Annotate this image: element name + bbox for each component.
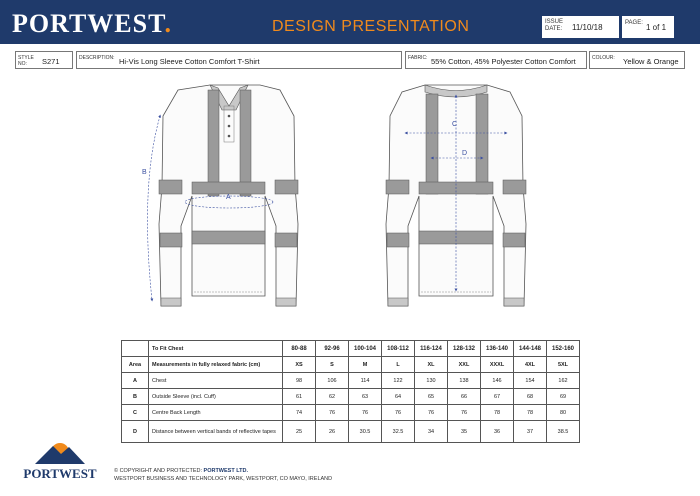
size-table xyxy=(121,340,580,443)
fit-chest-cell: 136-140 xyxy=(481,341,514,357)
value-cell: 76 xyxy=(316,405,349,421)
garment-drawing xyxy=(130,76,560,312)
value-cell: 80 xyxy=(547,405,580,421)
back-cuff-left xyxy=(388,298,408,306)
issue-date-label: ISSUE DATE: xyxy=(545,19,564,32)
value-cell: 98 xyxy=(283,373,316,389)
front-cuff-left xyxy=(161,298,181,306)
front-sleeve-tape-upper-left xyxy=(159,180,182,194)
footer-copyright xyxy=(114,467,332,483)
value-cell: 37 xyxy=(514,421,547,443)
size-header-cell: XXXL xyxy=(481,357,514,373)
value-cell: 26 xyxy=(316,421,349,443)
value-cell: 74 xyxy=(283,405,316,421)
fit-chest-cell: 80-88 xyxy=(283,341,316,357)
value-cell: 25 xyxy=(283,421,316,443)
value-cell: 32.5 xyxy=(382,421,415,443)
value-cell: 61 xyxy=(283,389,316,405)
back-sleeve-tape-lower-right xyxy=(503,233,525,247)
size-header-cell: 5XL xyxy=(547,357,580,373)
back-sleeve-tape-upper-left xyxy=(386,180,409,194)
front-view xyxy=(142,85,298,306)
table-row xyxy=(122,421,580,443)
fabric-value: 55% Cotton, 45% Polyester Cotton Comfort xyxy=(431,57,576,66)
front-vertical-tape-left xyxy=(208,90,219,196)
size-header-cell: XS xyxy=(283,357,316,373)
value-cell: 122 xyxy=(382,373,415,389)
fit-chest-cell: 116-124 xyxy=(415,341,448,357)
table-row xyxy=(122,405,580,421)
area-cell: D xyxy=(122,421,149,443)
value-cell: 66 xyxy=(448,389,481,405)
value-cell: 76 xyxy=(415,405,448,421)
value-cell: 76 xyxy=(448,405,481,421)
description-field xyxy=(76,51,402,69)
style-no-label: STYLE NO: xyxy=(18,55,34,67)
measurement-name: Distance between vertical bands of reflective tapes xyxy=(149,421,283,443)
value-cell: 38.5 xyxy=(547,421,580,443)
front-sleeve-tape-lower-left xyxy=(160,233,182,247)
measurement-header: Measurements in fully relaxed fabric (cm) xyxy=(149,357,283,373)
value-cell: 154 xyxy=(514,373,547,389)
value-cell: 68 xyxy=(514,389,547,405)
document-title: DESIGN PRESENTATION xyxy=(272,18,470,35)
company-name: PORTWEST LTD. xyxy=(203,468,249,474)
value-cell: 106 xyxy=(316,373,349,389)
value-cell: 78 xyxy=(514,405,547,421)
fit-chest-cell: 128-132 xyxy=(448,341,481,357)
value-cell: 138 xyxy=(448,373,481,389)
front-hem-tape xyxy=(192,231,265,244)
back-vertical-tape-right xyxy=(476,94,488,194)
back-sleeve-tape-lower-left xyxy=(387,233,409,247)
marker-c: C xyxy=(452,121,458,128)
footer-brand: PORTWEST xyxy=(23,466,97,481)
value-cell: 63 xyxy=(349,389,382,405)
value-cell: 34 xyxy=(415,421,448,443)
value-cell: 62 xyxy=(316,389,349,405)
back-sleeve-tape-upper-right xyxy=(503,180,526,194)
copyright-prefix: © COPYRIGHT AND PROTECTED: xyxy=(114,468,202,474)
front-button-3 xyxy=(228,135,231,138)
table-row xyxy=(122,373,580,389)
back-cuff-right xyxy=(504,298,524,306)
area-cell: A xyxy=(122,373,149,389)
colour-label: COLOUR: xyxy=(592,55,615,61)
value-cell: 114 xyxy=(349,373,382,389)
marker-b: B xyxy=(142,169,147,176)
table-row-fit-chest xyxy=(122,341,580,357)
fit-chest-cell: 144-148 xyxy=(514,341,547,357)
value-cell: 146 xyxy=(481,373,514,389)
value-cell: 69 xyxy=(547,389,580,405)
fit-chest-cell: 152-160 xyxy=(547,341,580,357)
front-button-2 xyxy=(228,125,231,128)
colour-value: Yellow & Orange xyxy=(623,57,679,66)
issue-date-box xyxy=(542,16,619,38)
value-cell: 35 xyxy=(448,421,481,443)
footer-logo xyxy=(15,434,105,484)
back-vertical-tape-left xyxy=(426,94,438,194)
fit-chest-cell: 92-96 xyxy=(316,341,349,357)
page-label: PAGE: xyxy=(625,20,643,26)
size-header-cell: 4XL xyxy=(514,357,547,373)
description-label: DESCRIPTION: xyxy=(79,55,115,61)
sleeve-measure-line xyxy=(148,116,161,300)
value-cell: 30.5 xyxy=(349,421,382,443)
size-header-cell: S xyxy=(316,357,349,373)
table-cell xyxy=(122,341,149,357)
value-cell: 78 xyxy=(481,405,514,421)
style-no-field xyxy=(15,51,73,69)
style-no-value: S271 xyxy=(42,57,60,66)
value-cell: 36 xyxy=(481,421,514,443)
front-waist-tape xyxy=(192,182,265,194)
area-header: Area xyxy=(122,357,149,373)
company-address: WESTPORT BUSINESS AND TECHNOLOGY PARK, WESTPORT, CO MAYO, IRELAND xyxy=(114,476,333,482)
size-header-cell: XXL xyxy=(448,357,481,373)
fabric-label: FABRIC: xyxy=(408,55,428,61)
value-cell: 76 xyxy=(349,405,382,421)
fit-chest-label: To Fit Chest xyxy=(149,341,283,357)
table-row-sizes xyxy=(122,357,580,373)
back-view xyxy=(386,85,526,306)
value-cell: 64 xyxy=(382,389,415,405)
front-vertical-tape-right xyxy=(240,90,251,196)
marker-d: D xyxy=(462,150,468,157)
front-button-1 xyxy=(228,115,231,118)
colour-field xyxy=(589,51,685,69)
brand-logo: PORTWEST. xyxy=(12,9,173,38)
measurement-name: Centre Back Length xyxy=(149,405,283,421)
area-cell: C xyxy=(122,405,149,421)
header-bar xyxy=(0,0,700,44)
front-sleeve-tape-upper-right xyxy=(275,180,298,194)
measurement-name: Chest xyxy=(149,373,283,389)
size-header-cell: L xyxy=(382,357,415,373)
value-cell: 162 xyxy=(547,373,580,389)
value-cell: 130 xyxy=(415,373,448,389)
front-sleeve-tape-lower-right xyxy=(275,233,297,247)
value-cell: 67 xyxy=(481,389,514,405)
size-header-cell: M xyxy=(349,357,382,373)
value-cell: 65 xyxy=(415,389,448,405)
area-cell: B xyxy=(122,389,149,405)
fabric-field xyxy=(405,51,587,69)
fit-chest-cell: 108-112 xyxy=(382,341,415,357)
description-value: Hi-Vis Long Sleeve Cotton Comfort T-Shirt xyxy=(119,57,260,66)
front-cuff-right xyxy=(276,298,296,306)
table-row xyxy=(122,389,580,405)
issue-date-value: 11/10/18 xyxy=(572,23,603,32)
page-box xyxy=(622,16,674,38)
value-cell: 76 xyxy=(382,405,415,421)
marker-a: A xyxy=(226,194,231,201)
size-header-cell: XL xyxy=(415,357,448,373)
fit-chest-cell: 100-104 xyxy=(349,341,382,357)
page-value: 1 of 1 xyxy=(646,23,667,32)
measurement-name: Outside Sleeve (incl. Cuff) xyxy=(149,389,283,405)
